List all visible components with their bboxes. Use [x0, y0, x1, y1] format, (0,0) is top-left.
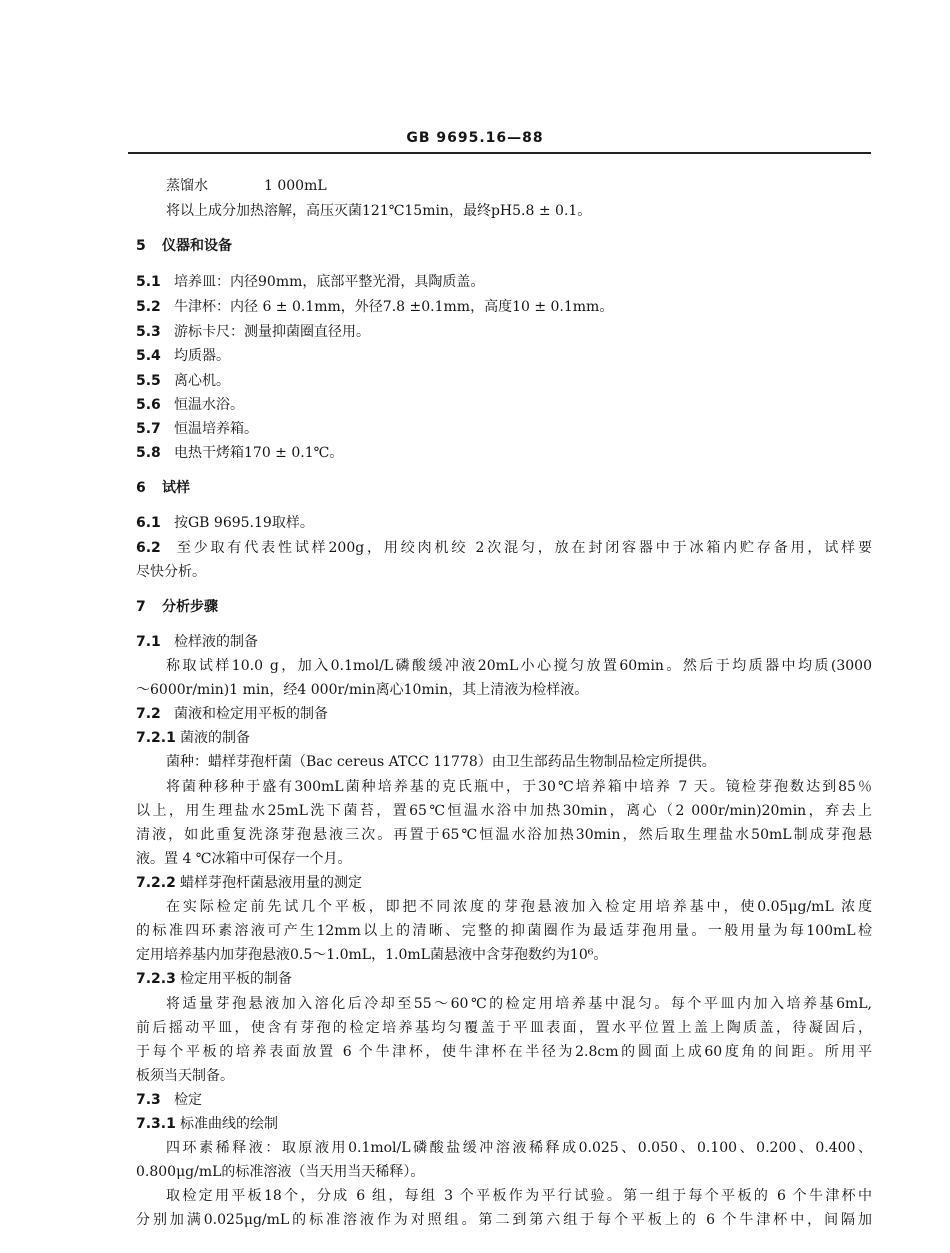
paragraph-line: 取检定用平板18个，分成 6 组，每组 3 个平板作为平行试验。第一组于每个平板的 6 个牛津杯中: [166, 1188, 872, 1204]
item-number: 7.2.1: [136, 730, 176, 746]
item-6-2: [136, 538, 872, 558]
item-5-2: [136, 297, 613, 317]
item-text: 游标卡尺：测量抑菌圈直径用。: [174, 324, 370, 340]
item-number: 6.2: [136, 540, 161, 556]
item-7-2-3: [136, 969, 292, 989]
paragraph-line: 0.800μg/mL的标准溶液（当天用当天稀释）。: [136, 1164, 425, 1180]
item-number: 5.1: [136, 274, 161, 290]
section-number: 6: [136, 480, 146, 496]
paragraph-line: 将菌种移种于盛有300mL菌种培养基的克氏瓶中，于30℃培养箱中培养 7 天。镜检芽孢数达到85％: [166, 779, 872, 795]
section-7-heading: [136, 597, 218, 617]
paragraph-line: 在实际检定前先试几个平板，即把不同浓度的芽孢悬液加入检定用培养基中，使0.05μg/mL 浓度: [166, 899, 872, 915]
item-text: 恒温培养箱。: [174, 421, 258, 437]
item-text: 菌液和检定用平板的制备: [174, 706, 328, 722]
item-text: 按GB 9695.19取样。: [174, 515, 314, 531]
item-text: 检定: [174, 1092, 202, 1108]
item-text: 离心机。: [174, 373, 230, 389]
item-text: 培养皿：内径90mm，底部平整光滑，具陶质盖。: [174, 274, 485, 290]
item-number: 5.3: [136, 324, 161, 340]
section-title: 分析步骤: [162, 599, 218, 615]
item-number: 5.6: [136, 397, 161, 413]
item-text: 均质器。: [174, 348, 230, 364]
item-5-4: [136, 346, 230, 366]
item-number: 5.2: [136, 299, 161, 315]
item-text: 检样液的制备: [174, 634, 258, 650]
section-title: 仪器和设备: [162, 238, 232, 254]
item-text: 标准曲线的绘制: [180, 1116, 278, 1132]
section-number: 7: [136, 599, 146, 615]
paragraph-line: 清液，如此重复洗涤芽孢悬液三次。再置于65℃恒温水浴加热30min，然后取生理盐水50mL制成芽孢悬: [136, 827, 872, 843]
item-number: 7.2.2: [136, 875, 176, 891]
item-6-2-continued: 尽快分析。: [136, 564, 206, 580]
item-7-2-2: [136, 873, 362, 893]
item-7-1: [136, 632, 258, 652]
item-7-3: [136, 1090, 202, 1110]
section-6-heading: [136, 478, 190, 498]
item-number: 6.1: [136, 515, 161, 531]
item-5-3: [136, 322, 370, 342]
ingredient-amount: 1 000mL: [264, 178, 327, 194]
paragraph-line: 分别加满0.025μg/mL的标准溶液作为对照组。第二到第六组于每个平板上的 6 个牛津杯中，间隔加: [136, 1212, 872, 1228]
item-text: 蜡样芽孢杆菌悬液用量的测定: [180, 875, 362, 891]
item-text: 检定用平板的制备: [180, 971, 292, 987]
item-text: 恒温水浴。: [174, 397, 244, 413]
item-number: 5.8: [136, 445, 161, 461]
item-number: 5.7: [136, 421, 161, 437]
item-5-8: [136, 443, 343, 463]
item-5-5: [136, 371, 230, 391]
item-5-7: [136, 419, 258, 439]
item-6-1: [136, 513, 314, 533]
item-number: 5.4: [136, 348, 161, 364]
item-text: 电热干烤箱170 ± 0.1℃。: [174, 445, 344, 461]
item-text: 至少取有代表性试样200g，用绞肉机绞 2次混匀，放在封闭容器中于冰箱内贮存备用，试样要: [174, 540, 872, 556]
item-number: 7.1: [136, 634, 161, 650]
paragraph-line: 菌种：蜡样芽孢杆菌（Bac cereus ATCC 11778）由卫生部药品生物制品检定所提供。: [166, 754, 716, 770]
media-ingredient-line: [166, 176, 327, 196]
media-preparation-line: 将以上成分加热溶解，高压灭菌121℃15min，最终pH5.8 ± 0.1。: [166, 203, 592, 219]
item-7-2-1: [136, 728, 250, 748]
item-5-1: [136, 272, 484, 292]
paragraph-line: 称取试样10.0 g，加入0.1mol/L磷酸缓冲液20mL小心搅匀放置60min。然后于均质器中均质(3000: [166, 658, 872, 674]
item-text: 牛津杯：内径 6 ± 0.1mm，外径7.8 ±0.1mm，高度10 ± 0.1mm。: [174, 299, 614, 315]
paragraph-line: 液。置 4 ℃冰箱中可保存一个月。: [136, 851, 352, 867]
ingredient-name: 蒸馏水: [166, 178, 208, 194]
paragraph-line: 的标准四环素溶液可产生12mm以上的清晰、完整的抑菌圈作为最适芽孢用量。一般用量为每100mL检: [136, 923, 872, 939]
section-number: 5: [136, 238, 146, 254]
paragraph-line: 四环素稀释液：取原液用0.1mol/L磷酸盐缓冲溶液稀释成0.025、0.050、0.100、0.200、0.400、: [166, 1140, 872, 1156]
item-7-2: [136, 704, 328, 724]
item-number: 7.2.3: [136, 971, 176, 987]
header-rule: [128, 152, 871, 154]
paragraph-line: ～6000r/min)1 min，经4 000r/min离心10min，其上清液为检样液。: [136, 682, 589, 698]
item-number: 5.5: [136, 373, 161, 389]
paragraph-line: 于每个平板的培养表面放置 6 个牛津杯，使牛津杯在半径为2.8cm的圆面上成60度角的间距。所用平: [136, 1044, 872, 1060]
item-7-3-1: [136, 1114, 278, 1134]
section-title: 试样: [162, 480, 190, 496]
standard-code-header: GB 9695.16—88: [406, 130, 544, 146]
section-5-heading: [136, 236, 232, 256]
paragraph-line: 定用培养基内加芽孢悬液0.5～1.0mL，1.0mL菌悬液中含芽孢数约为10⁶。: [136, 947, 608, 963]
item-number: 7.3: [136, 1092, 161, 1108]
paragraph-line: 以上，用生理盐水25mL洗下菌苔，置65℃恒温水浴中加热30min，离心（2 000r/min)20min，弃去上: [136, 803, 872, 819]
item-number: 7.3.1: [136, 1116, 176, 1132]
item-text: 菌液的制备: [180, 730, 250, 746]
item-5-6: [136, 395, 244, 415]
paragraph-line: 板须当天制备。: [136, 1068, 234, 1084]
item-number: 7.2: [136, 706, 161, 722]
paragraph-line: 前后摇动平皿，使含有芽孢的检定培养基均匀覆盖于平皿表面，置水平位置上盖上陶质盖，待凝固后，: [136, 1020, 872, 1036]
paragraph-line: 将适量芽孢悬液加入溶化后冷却至55～60℃的检定用培养基中混匀。每个平皿内加入培养基6mL,: [166, 996, 872, 1012]
